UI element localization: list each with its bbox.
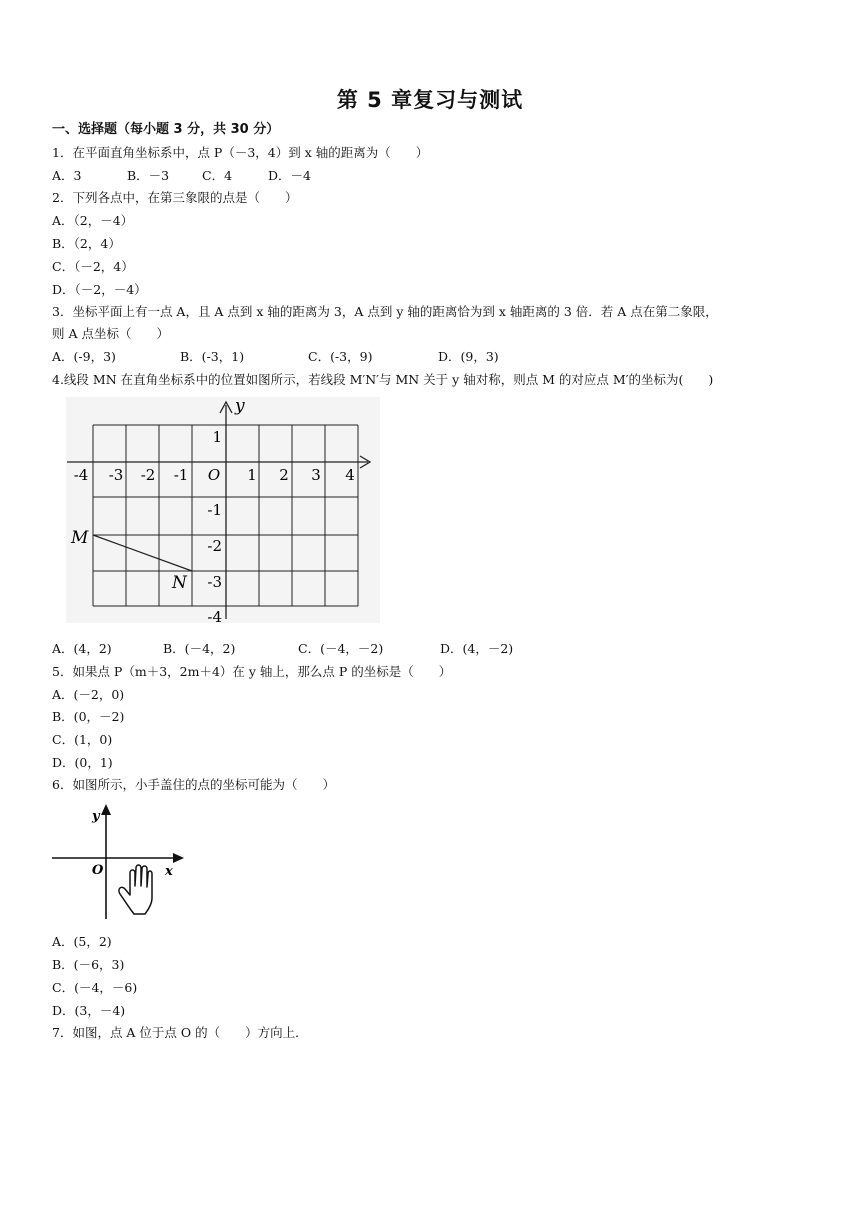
point-n-label: N bbox=[172, 573, 187, 593]
q2-option-d: D．（－2，－4） bbox=[52, 282, 147, 297]
q5-option-a: A．(－2，0) bbox=[52, 687, 125, 702]
q3-option-c: C．(-3，9) bbox=[308, 349, 373, 364]
y-axis-arrow bbox=[101, 804, 111, 815]
y-tick-neg4: -4 bbox=[207, 608, 222, 626]
figure-background bbox=[66, 397, 380, 623]
q3-option-d: D．(9，3) bbox=[438, 349, 499, 364]
section-heading: 一、选择题（每小题 3 分，共 30 分） bbox=[52, 122, 280, 137]
x-tick-4: 4 bbox=[345, 466, 355, 484]
q6-option-b: B．(－6，3) bbox=[52, 957, 125, 972]
y-tick-1: 1 bbox=[212, 428, 222, 446]
q5-option-b: B．(0，－2) bbox=[52, 709, 125, 724]
question-3-stem-line1: 3．坐标平面上有一点 A，且 A 点到 x 轴的距离为 3，A 点到 y 轴的距离恰为到 x 轴距离的 3 倍．若 A 点在第二象限， bbox=[52, 304, 718, 319]
q4-option-b: B．(－4，2) bbox=[163, 641, 236, 656]
q3-option-b: B．(-3，1) bbox=[180, 349, 245, 364]
origin-label: O bbox=[92, 863, 104, 878]
q2-option-c: C．（－2，4） bbox=[52, 259, 134, 274]
question-2-stem: 2．下列各点中，在第三象限的点是（ ） bbox=[52, 190, 298, 205]
hand-icon bbox=[119, 865, 152, 914]
page-title: 第 5 章复习与测试 bbox=[336, 88, 524, 112]
q6-option-c: C．(－4，－6) bbox=[52, 980, 138, 995]
q2-option-b: B．（2，4） bbox=[52, 236, 121, 251]
q1-option-a: A．3 bbox=[52, 168, 82, 183]
q2-option-a: A．（2，－4） bbox=[52, 213, 134, 228]
question-7-stem: 7．如图，点 A 位于点 O 的（ ）方向上． bbox=[52, 1025, 308, 1040]
q6-axes-figure bbox=[48, 800, 188, 924]
y-axis-label: y bbox=[92, 809, 100, 824]
x-tick-neg2: -2 bbox=[140, 466, 156, 484]
y-tick-neg1: -1 bbox=[207, 501, 222, 519]
q4-option-c: C．(－4，－2) bbox=[298, 641, 384, 656]
question-1-stem: 1．在平面直角坐标系中，点 P（－3，4）到 x 轴的距离为（ ） bbox=[52, 145, 429, 160]
question-1-options bbox=[52, 168, 311, 184]
x-tick-neg4: -4 bbox=[73, 466, 89, 484]
x-tick-neg1: -1 bbox=[173, 466, 189, 484]
origin-label: O bbox=[207, 466, 221, 484]
q1-option-b: B．－3 bbox=[127, 168, 170, 183]
x-axis-arrow bbox=[173, 853, 184, 863]
question-3-stem-line2: 则 A 点坐标（ ） bbox=[52, 326, 169, 341]
x-tick-neg3: -3 bbox=[108, 466, 124, 484]
question-4-options bbox=[52, 641, 513, 657]
q5-option-d: D．(0，1) bbox=[52, 755, 113, 770]
q4-grid-figure bbox=[62, 393, 382, 627]
y-tick-neg2: -2 bbox=[207, 537, 222, 555]
question-5-stem: 5．如果点 P（m＋3，2m＋4）在 y 轴上，那么点 P 的坐标是（ ） bbox=[52, 664, 452, 679]
y-axis-label: y bbox=[235, 396, 245, 416]
q1-option-c: C．4 bbox=[202, 168, 233, 183]
x-tick-1: 1 bbox=[247, 466, 257, 484]
q6-option-a: A．(5，2) bbox=[52, 934, 112, 949]
q1-option-d: D．－4 bbox=[268, 168, 311, 183]
x-tick-2: 2 bbox=[279, 466, 289, 484]
point-m-label: M bbox=[71, 528, 89, 548]
question-3-options bbox=[52, 349, 499, 365]
q5-option-c: C．(1，0) bbox=[52, 732, 113, 747]
question-4-stem: 4.线段 MN 在直角坐标系中的位置如图所示，若线段 M′N′与 MN 关于 y 轴对称，则点 M 的对应点 M′的坐标为( ) bbox=[52, 372, 714, 387]
q6-option-d: D．(3，－4) bbox=[52, 1003, 126, 1018]
q4-option-a: A．(4，2) bbox=[52, 641, 112, 656]
q3-option-a: A．(-9，3) bbox=[52, 349, 116, 364]
q4-option-d: D．(4，－2) bbox=[440, 641, 514, 656]
question-6-stem: 6．如图所示，小手盖住的点的坐标可能为（ ） bbox=[52, 777, 335, 792]
y-tick-neg3: -3 bbox=[207, 573, 222, 591]
x-axis-label: x bbox=[165, 864, 173, 879]
x-tick-3: 3 bbox=[311, 466, 321, 484]
